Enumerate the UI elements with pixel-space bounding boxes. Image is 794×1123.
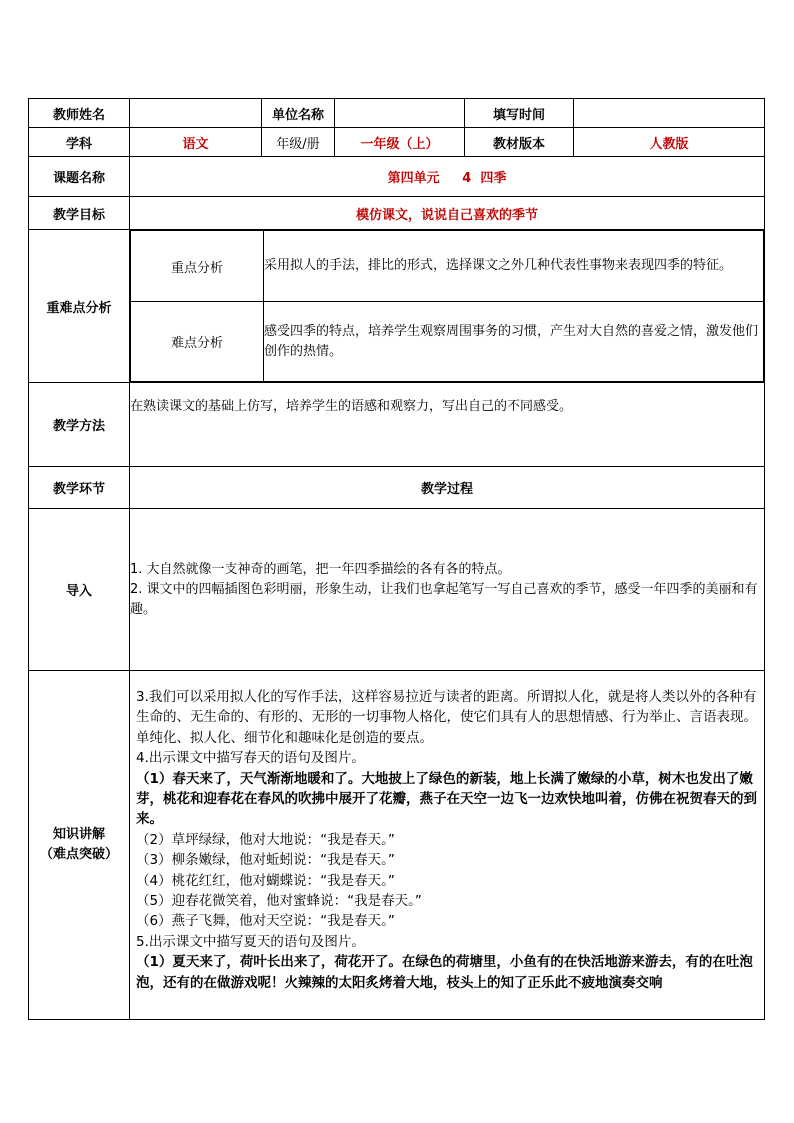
knowledge-paragraph: （1）夏天来了，荷叶长出来了，荷花开了。在绿色的荷塘里，小鱼有的在快活地游来游去，有的在吐泡泡，还有的在做游戏呢！火辣辣的太阳炙烤着大地，枝头上的知了正乐此不疲地演奏交响 bbox=[136, 954, 753, 991]
key-point-text: 采用拟人的手法，排比的形式，选择课文之外几种代表性事物来表现四季的特征。 bbox=[264, 231, 764, 302]
subject-value: 语文 bbox=[130, 128, 262, 157]
stage-header: 教学环节 bbox=[29, 467, 130, 509]
grade-value: 一年级（上） bbox=[335, 128, 465, 157]
knowledge-paragraph: （2）草坪绿绿，他对大地说：“我是春天。” bbox=[136, 831, 395, 848]
knowledge-label bbox=[29, 671, 130, 1020]
unit-name-value[interactable] bbox=[335, 99, 465, 128]
teacher-name-value[interactable] bbox=[130, 99, 262, 128]
lesson-plan-table bbox=[28, 98, 765, 1020]
knowledge-paragraph: 5.出示课文中描写夏天的语句及图片。 bbox=[136, 933, 365, 950]
knowledge-paragraph: （4）桃花红红，他对蝴蝶说：“我是春天。” bbox=[136, 872, 395, 889]
fill-date-value[interactable] bbox=[574, 99, 765, 128]
edition-label: 教材版本 bbox=[465, 128, 574, 157]
key-point-label: 重点分析 bbox=[131, 231, 264, 302]
goal-value: 模仿课文，说说自己喜欢的季节 bbox=[130, 197, 765, 230]
topic-label: 课题名称 bbox=[29, 157, 130, 197]
intro-content bbox=[130, 509, 765, 671]
edition-value: 人教版 bbox=[574, 128, 765, 157]
intro-line: 1. 大自然就像一支神奇的画笔，把一年四季描绘的各有各的特点。 bbox=[130, 561, 511, 577]
difficult-point-label: 难点分析 bbox=[131, 302, 264, 382]
subject-label: 学科 bbox=[29, 128, 130, 157]
method-label: 教学方法 bbox=[29, 383, 130, 467]
intro-label: 导入 bbox=[29, 509, 130, 671]
goal-label: 教学目标 bbox=[29, 197, 130, 230]
knowledge-paragraph: 4.出示课文中描写春天的语句及图片。 bbox=[136, 750, 365, 767]
knowledge-content bbox=[130, 671, 764, 1019]
fill-date-label: 填写时间 bbox=[465, 99, 574, 128]
knowledge-cell bbox=[130, 671, 765, 1020]
analysis-inner-table bbox=[130, 230, 764, 382]
knowledge-label-main: 知识讲解 bbox=[52, 827, 105, 842]
knowledge-paragraph: （6）燕子飞舞，他对天空说：“我是春天。” bbox=[136, 913, 395, 930]
knowledge-paragraph: 3.我们可以采用拟人化的写作手法，这样容易拉近与读者的距离。所谓拟人化，就是将人类以外的各种有生命的、无生命的、有形的、无形的一切事物人格化，使它们具有人的思想情感、行为举止、言语表现。单纯化、拟人化、细节化和趣味化是创造的要点。 bbox=[136, 689, 757, 746]
topic-value: 第四单元 4 四季 bbox=[130, 157, 765, 197]
process-header: 教学过程 bbox=[130, 467, 765, 509]
teacher-name-label: 教师姓名 bbox=[29, 99, 130, 128]
intro-line: 2. 课文中的四幅插图色彩明丽，形象生动，让我们也拿起笔写一写自己喜欢的季节，感受一年四季的美丽和有趣。 bbox=[130, 581, 758, 617]
knowledge-paragraph: （3）柳条嫩绿，他对蚯蚓说：“我是春天。” bbox=[136, 852, 395, 869]
method-text: 在熟读课文的基础上仿写，培养学生的语感和观察力，写出自己的不同感受。 bbox=[130, 383, 765, 467]
grade-label: 年级/册 bbox=[262, 128, 335, 157]
unit-name-label: 单位名称 bbox=[262, 99, 335, 128]
analysis-label: 重难点分析 bbox=[29, 230, 130, 383]
knowledge-label-sub: （难点突破） bbox=[39, 847, 118, 862]
knowledge-paragraph: （1）春天来了，天气渐渐地暖和了。大地披上了绿色的新装，地上长满了嫩绿的小草，树木也发出了嫩芽，桃花和迎春花在春风的吹拂中展开了花瓣，燕子在天空一边飞一边欢快地叫着，仿佛在祝贺春天的到来。 bbox=[136, 770, 757, 828]
difficult-point-text: 感受四季的特点，培养学生观察周围事务的习惯，产生对大自然的喜爱之情，激发他们创作的热情。 bbox=[264, 302, 764, 382]
analysis-cell bbox=[130, 230, 765, 383]
knowledge-paragraph: （5）迎春花微笑着，他对蜜蜂说：“我是春天。” bbox=[136, 893, 422, 910]
